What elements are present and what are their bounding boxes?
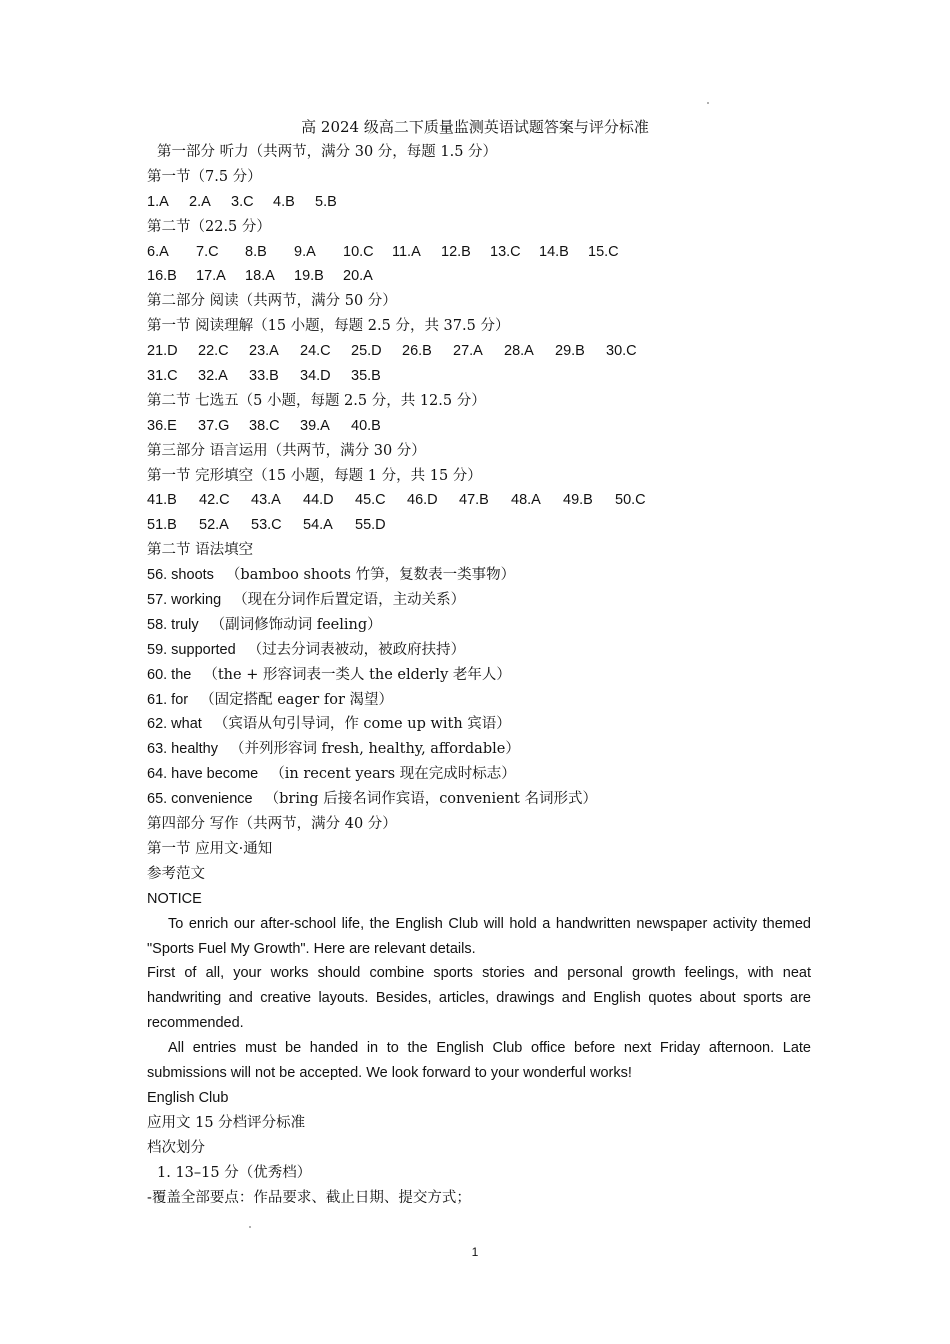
scan-speck	[707, 102, 709, 104]
grammar-note: （并列形容词 fresh, healthy, affordable）	[229, 741, 520, 758]
notice-signature: English Club	[147, 1089, 229, 1106]
answer-item: 30.C	[606, 343, 637, 360]
answer-item: 48.A	[511, 492, 541, 509]
answer-item: 51.B	[147, 517, 177, 534]
answer-item: 10.C	[343, 243, 374, 260]
answer-row	[147, 190, 811, 215]
grammar-answer: 56. shoots	[147, 567, 214, 584]
answer-item: 43.A	[251, 492, 281, 509]
grammar-note: （过去分词表被动，被政府扶持）	[247, 641, 466, 658]
answer-item: 19.B	[294, 268, 324, 285]
answer-item: 49.B	[563, 492, 593, 509]
answer-item: 12.B	[441, 243, 471, 260]
answer-item: 24.C	[300, 343, 331, 360]
part2-sec1-heading: 第一节 阅读理解（15 小题，每题 2.5 分，共 37.5 分）	[147, 318, 510, 335]
levels-heading: 档次划分	[147, 1139, 205, 1156]
part1-heading: 第一部分 听力（共两节，满分 30 分，每题 1.5 分）	[157, 144, 498, 160]
answer-item: 29.B	[555, 343, 585, 360]
level-1-point: -覆盖全部要点：作品要求、截止日期、提交方式；	[147, 1189, 471, 1206]
grammar-item	[147, 688, 811, 713]
answer-item: 45.C	[355, 492, 386, 509]
answer-item: 4.B	[273, 193, 295, 210]
answer-item: 38.C	[249, 417, 280, 434]
grammar-item	[147, 588, 811, 613]
grammar-item	[147, 712, 811, 737]
grammar-answer: 63. healthy	[147, 741, 218, 758]
answer-item: 50.C	[615, 492, 646, 509]
answer-row	[147, 240, 811, 265]
notice-title: NOTICE	[147, 890, 202, 907]
answer-item: 42.C	[199, 492, 230, 509]
answer-item: 17.A	[196, 268, 226, 285]
grammar-item	[147, 787, 811, 812]
answer-row	[147, 339, 811, 364]
notice-paragraph-3: All entries must be handed in to the English Club office before next Friday afternoon. Late submissions will not be accepted. We look forward to your wonderful works!	[147, 1040, 811, 1082]
answer-row	[147, 264, 811, 289]
answer-item: 18.A	[245, 268, 275, 285]
grammar-answers	[147, 563, 811, 812]
answer-item: 40.B	[351, 417, 381, 434]
grammar-item	[147, 737, 811, 762]
answer-row	[147, 513, 811, 538]
part2-heading: 第二部分 阅读（共两节，满分 50 分）	[147, 293, 397, 310]
answer-item: 47.B	[459, 492, 489, 509]
answer-item: 13.C	[490, 243, 521, 260]
part3-heading: 第三部分 语言运用（共两节，满分 30 分）	[147, 442, 426, 459]
answer-item: 22.C	[198, 343, 229, 360]
answer-item: 23.A	[249, 343, 279, 360]
answer-item: 26.B	[402, 343, 432, 360]
answer-item: 15.C	[588, 243, 619, 260]
answer-item: 32.A	[198, 368, 228, 385]
grammar-note: （宾语从句引导词，作 come up with 宾语）	[213, 716, 511, 733]
answer-item: 3.C	[231, 193, 254, 210]
answer-item: 33.B	[249, 368, 279, 385]
document-title: 高 2024 级高二下质量监测英语试题答案与评分标准	[301, 118, 649, 136]
answer-item: 7.C	[196, 243, 219, 260]
grammar-note: （in recent years 现在完成时标志）	[270, 766, 516, 783]
part3-sec2-heading: 第二节 语法填空	[147, 542, 254, 559]
answer-item: 6.A	[147, 243, 169, 260]
grammar-answer: 58. truly	[147, 616, 199, 633]
grammar-answer: 60. the	[147, 666, 192, 683]
answer-item: 25.D	[351, 343, 382, 360]
grammar-item	[147, 613, 811, 638]
answer-item: 39.A	[300, 417, 330, 434]
notice-paragraph-2: First of all, your works should combine sports stories and personal growth feelings, with neat handwriting and creative layouts. Besides, articles, drawings and English quotes about sports are recommended.	[147, 965, 811, 1032]
answer-item: 35.B	[351, 368, 381, 385]
answer-item: 55.D	[355, 517, 386, 534]
answer-item: 20.A	[343, 268, 373, 285]
grammar-item	[147, 762, 811, 787]
grammar-note: （the + 形容词表一类人 the elderly 老年人）	[203, 666, 511, 683]
part4-heading: 第四部分 写作（共两节，满分 40 分）	[147, 816, 397, 833]
answer-item: 31.C	[147, 368, 178, 385]
grammar-note: （bamboo shoots 竹笋，复数表一类事物）	[225, 567, 516, 584]
grammar-note: （固定搭配 eager for 渴望）	[200, 691, 393, 708]
answer-item: 2.A	[189, 193, 211, 210]
grammar-item	[147, 663, 811, 688]
part3-sec1-heading: 第一节 完形填空（15 小题，每题 1 分，共 15 分）	[147, 467, 482, 484]
grammar-note: （bring 后接名词作宾语，convenient 名词形式）	[264, 791, 597, 808]
level-1: 1. 13–15 分（优秀档）	[157, 1164, 312, 1181]
grammar-note: （副词修饰动词 feeling）	[210, 616, 382, 633]
answer-row	[147, 364, 811, 389]
grammar-answer: 64. have become	[147, 766, 259, 783]
answer-item: 5.B	[315, 193, 337, 210]
answer-item: 16.B	[147, 268, 177, 285]
grammar-answer: 59. supported	[147, 641, 236, 658]
part2-sec2-heading: 第二节 七选五（5 小题，每题 2.5 分，共 12.5 分）	[147, 392, 486, 409]
answer-item: 8.B	[245, 243, 267, 260]
grammar-answer: 65. convenience	[147, 791, 253, 808]
grammar-item	[147, 563, 811, 588]
part1-sec1-heading: 第一节（7.5 分）	[147, 168, 262, 185]
answer-row	[147, 414, 811, 439]
part1-sec2-heading: 第二节（22.5 分）	[147, 218, 271, 235]
grammar-note: （现在分词作后置定语，主动关系）	[233, 592, 466, 609]
answer-item: 46.D	[407, 492, 438, 509]
grammar-answer: 61. for	[147, 691, 189, 708]
criteria-heading: 应用文 15 分档评分标准	[147, 1114, 306, 1131]
answer-item: 11.A	[392, 243, 421, 260]
answer-item: 9.A	[294, 243, 316, 260]
answer-item: 1.A	[147, 193, 169, 210]
sample-label: 参考范文	[147, 865, 205, 882]
answer-item: 44.D	[303, 492, 334, 509]
part4-sec1-heading: 第一节 应用文·通知	[147, 840, 273, 857]
answer-item: 52.A	[199, 517, 229, 534]
answer-item: 21.D	[147, 343, 178, 360]
answer-item: 34.D	[300, 368, 331, 385]
answer-row	[147, 488, 811, 513]
page-number: 1	[471, 1245, 479, 1259]
document-body	[147, 140, 811, 1210]
grammar-answer: 62. what	[147, 716, 202, 733]
answer-item: 27.A	[453, 343, 483, 360]
answer-item: 54.A	[303, 517, 333, 534]
answer-item: 28.A	[504, 343, 534, 360]
notice-paragraph-1: To enrich our after-school life, the English Club will hold a handwritten newspaper activity themed "Sports Fuel My Growth". Here are relevant details.	[147, 915, 811, 957]
answer-item: 14.B	[539, 243, 569, 260]
answer-item: 41.B	[147, 492, 177, 509]
grammar-answer: 57. working	[147, 592, 222, 609]
answer-item: 53.C	[251, 517, 282, 534]
scan-speck	[249, 1226, 251, 1228]
answer-item: 37.G	[198, 417, 230, 434]
grammar-item	[147, 638, 811, 663]
answer-item: 36.E	[147, 417, 177, 434]
